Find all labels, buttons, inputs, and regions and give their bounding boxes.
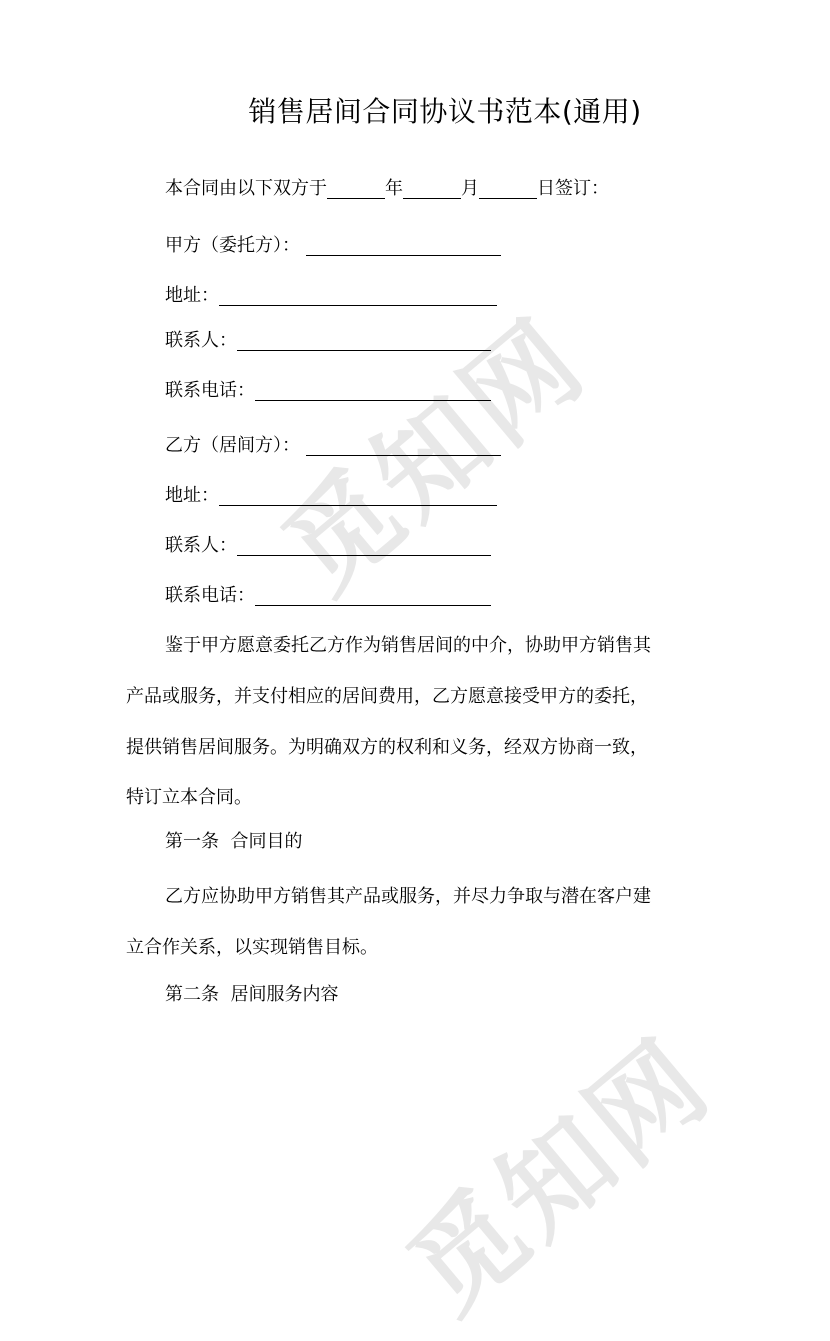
party-b-address-blank: [219, 485, 497, 506]
preamble-line: 鉴于甲方愿意委托乙方作为销售居间的中介，协助甲方销售其: [165, 635, 651, 656]
party-b-name-blank: [306, 435, 501, 456]
watermark: 觅知网: [260, 295, 610, 617]
preamble-line: 产品或服务，并支付相应的居间费用，乙方愿意接受甲方的委托，: [126, 686, 648, 707]
party-a-address-label: 地址：: [165, 285, 219, 306]
party-a-contact-label: 联系人：: [165, 330, 237, 351]
party-b-phone-blank: [255, 585, 491, 606]
day-label: 日签订：: [537, 178, 609, 199]
party-b-address-label: 地址：: [165, 485, 219, 506]
article-1-heading: 第一条 合同目的: [165, 831, 303, 852]
day-blank: [479, 178, 537, 199]
party-b-contact-blank: [237, 535, 491, 556]
party-b-phone-line: [165, 583, 491, 609]
party-a-phone-label: 联系电话：: [165, 380, 255, 401]
document-title: 销售居间合同协议书范本(通用): [248, 95, 642, 128]
party-a-name-blank: [306, 235, 501, 256]
date-line-prefix: 本合同由以下双方于: [165, 178, 327, 199]
article-1-line: 乙方应协助甲方销售其产品或服务，并尽力争取与潜在客户建: [165, 886, 651, 907]
article-2-heading: 第二条 居间服务内容: [165, 984, 339, 1005]
party-a-address-blank: [219, 285, 497, 306]
party-a-heading-line: [165, 233, 501, 259]
watermark: 觅知网: [385, 1015, 735, 1337]
party-a-phone-blank: [255, 380, 491, 401]
party-b-contact-label: 联系人：: [165, 535, 237, 556]
preamble-line: 提供销售居间服务。为明确双方的权利和义务，经双方协商一致，: [126, 737, 648, 758]
party-a-contact-line: [165, 328, 491, 354]
party-b-address-line: [165, 483, 497, 509]
party-a-address-line: [165, 283, 497, 309]
party-b-heading-line: [165, 433, 501, 459]
party-b-phone-label: 联系电话：: [165, 585, 255, 606]
preamble-line: 特订立本合同。: [126, 787, 252, 808]
party-a-phone-line: [165, 378, 491, 404]
month-label: 月: [461, 178, 479, 199]
party-b-contact-line: [165, 533, 491, 559]
month-blank: [403, 178, 461, 199]
year-label: 年: [385, 178, 403, 199]
party-a-contact-blank: [237, 330, 491, 351]
year-blank: [327, 178, 385, 199]
party-b-heading: 乙方（居间方）：: [165, 435, 300, 456]
article-1-line: 立合作关系，以实现销售目标。: [126, 937, 378, 958]
party-a-heading: 甲方（委托方）：: [165, 235, 300, 256]
date-line: [165, 176, 609, 202]
